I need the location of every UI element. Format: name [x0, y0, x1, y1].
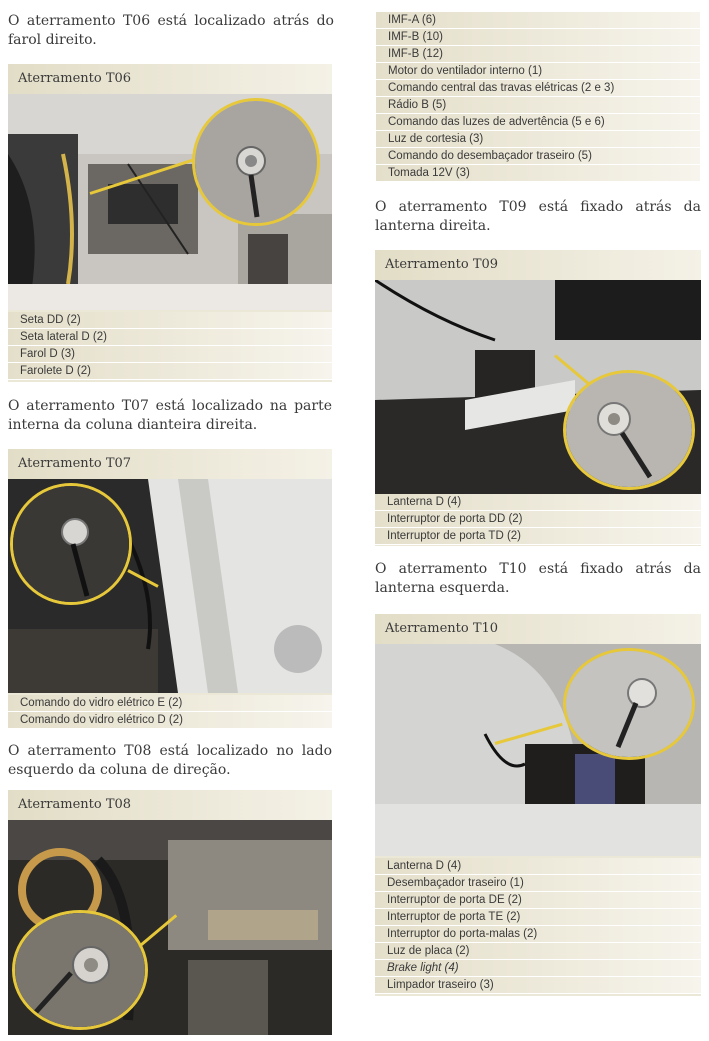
list-item: Lanterna D (4) [375, 858, 701, 875]
list-item: Comando do vidro elétrico D (2) [8, 712, 332, 729]
t09-figure [375, 250, 701, 546]
list-item: IMF-B (10) [376, 29, 700, 46]
t07-figure [8, 449, 332, 729]
t08-figure [8, 790, 332, 1035]
list-item: Interruptor de porta TE (2) [375, 909, 701, 926]
t09-caption: Aterramento T09 [375, 250, 701, 280]
list-item: Desembaçador traseiro (1) [375, 875, 701, 892]
t08-intro: O aterramento T08 está localizado no lado esquerdo da coluna de direção. [8, 743, 332, 778]
list-item: IMF-B (12) [376, 46, 700, 63]
list-item: Brake light (4) [375, 960, 701, 977]
list-item: Rádio B (5) [376, 97, 700, 114]
list-item: Farol D (3) [8, 346, 332, 363]
list-item: Interruptor de porta TD (2) [375, 528, 701, 545]
list-item: Comando central das travas elétricas (2 e 3) [376, 80, 700, 97]
list-item: Comando das luzes de advertência (5 e 6) [376, 114, 700, 131]
t08-callout-zoom [12, 910, 148, 1030]
t10-figure [375, 614, 701, 996]
t08-list [376, 12, 700, 182]
t07-intro: O aterramento T07 está localizado na parte interna da coluna dianteira direita. [8, 398, 332, 433]
list-item: IMF-A (6) [376, 12, 700, 29]
t06-intro: O aterramento T06 está localizado atrás do farol direito. [8, 13, 334, 48]
t10-callout-zoom [563, 648, 695, 760]
list-item: Interruptor de porta DE (2) [375, 892, 701, 909]
list-item: Tomada 12V (3) [376, 165, 700, 182]
t10-caption: Aterramento T10 [375, 614, 701, 644]
list-item: Farolete D (2) [8, 363, 332, 380]
t10-list [375, 858, 701, 994]
t09-intro: O aterramento T09 está fixado atrás da lanterna direita. [375, 199, 701, 234]
list-item: Limpador traseiro (3) [375, 977, 701, 994]
t07-caption: Aterramento T07 [8, 449, 332, 479]
t06-figure [8, 64, 332, 382]
list-item: Comando do vidro elétrico E (2) [8, 695, 332, 712]
t08-caption: Aterramento T08 [8, 790, 332, 820]
t09-list [375, 494, 701, 545]
t06-caption: Aterramento T06 [8, 64, 332, 94]
t10-intro: O aterramento T10 está fixado atrás da lanterna esquerda. [375, 561, 701, 596]
t07-list [8, 695, 332, 729]
list-item: Seta lateral D (2) [8, 329, 332, 346]
list-item: Lanterna D (4) [375, 494, 701, 511]
t06-list [8, 312, 332, 380]
list-item: Luz de cortesia (3) [376, 131, 700, 148]
list-item: Seta DD (2) [8, 312, 332, 329]
list-item: Interruptor do porta-malas (2) [375, 926, 701, 943]
t07-callout-zoom [10, 483, 132, 605]
list-item: Motor do ventilador interno (1) [376, 63, 700, 80]
list-item: Interruptor de porta DD (2) [375, 511, 701, 528]
t09-callout-zoom [563, 370, 695, 490]
t06-callout-zoom [192, 98, 320, 226]
list-item: Luz de placa (2) [375, 943, 701, 960]
list-item: Comando do desembaçador traseiro (5) [376, 148, 700, 165]
